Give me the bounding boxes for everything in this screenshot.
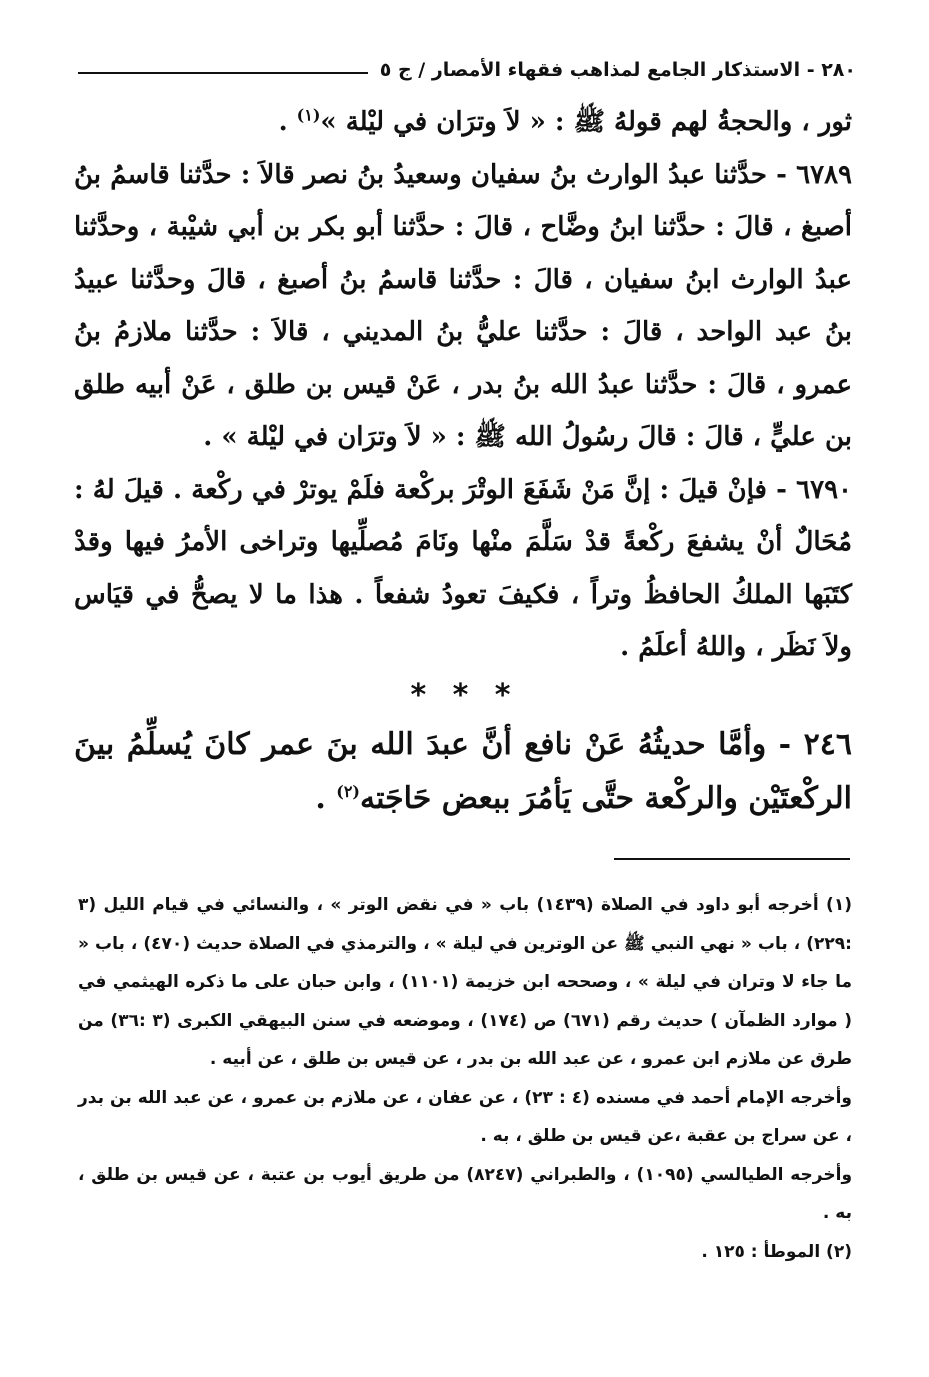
hadith-tail: . xyxy=(315,781,337,816)
paragraph-tail: . xyxy=(278,107,297,137)
hadith-paragraph xyxy=(74,718,852,826)
paragraph: ٦٧٩٠ - فإنْ قيلَ : إنَّ مَنْ شَفَعَ الوتْرَ بركْعة فلَمْ يوترْ في ركْعة . قيلَ لهُ : مُحَالٌ أنْ يشفعَ ركْعةً قدْ سَلَّمَ منْها ونَامَ مُصلِّيها وتراخى الأمرُ فيها وقدْ كتَبَها الملكُ الحافظُ وتراً ، فكيفَ تعودُ شفعاً . هذا ما لا يصحُّ في قيَاس ولاَ نَظَر ، واللهُ أعلَمُ . xyxy=(74,474,852,662)
paragraph xyxy=(74,96,852,149)
hadith-heading xyxy=(74,718,852,826)
header-rule xyxy=(78,72,368,74)
running-header xyxy=(78,50,856,90)
footnote: وأخرجه الإمام أحمد في مسنده (٤ : ٢٣) ، عن عفان ، عن ملازم بن عمرو ، عن عبد الله بن بدر ، عن سراج بن عقبة ،عن قيس بن طلق ، به . xyxy=(78,1087,853,1146)
footnote-divider xyxy=(614,858,850,860)
paragraph-text: ثور ، والحجةُ لهم قولهُ ﷺ : « لاَ وترَان في ليْلة » xyxy=(320,107,852,137)
section-ornament: * * * xyxy=(410,678,519,713)
running-title: ٢٨٠ - الاستذكار الجامع لمذاهب فقهاء الأمصار / ج ٥ xyxy=(379,59,856,81)
hadith-text: ٢٤٦ - وأمَّا حديثُهُ عَنْ نافع أنَّ عبدَ الله بنَ عمر كانَ يُسلِّمُ بينَ الركْعتَيْن والركْعة حتَّى يَأمُرَ ببعض حَاجَته xyxy=(74,727,852,816)
footnote: (٢) الموطأ : ١٢٥ . xyxy=(701,1241,852,1262)
footnote: وأخرجه الطيالسي (١٠٩٥) ، والطبراني (٨٢٤٧) من طريق أيوب بن عتبة ، عن قيس بن طلق ، به . xyxy=(78,1164,853,1223)
footnote: (١) أخرجه أبو داود في الصلاة (١٤٣٩) باب « في نقض الوتر » ، والنسائي في قيام الليل (٣ :٢٢٩) ، باب « نهي النبي ﷺ عن الوترين في ليلة » ، والترمذي في الصلاة حديث (٤٧٠) ، باب « ما جاء لا وتران في ليلة » ، وصححه ابن خزيمة (١١٠١) ، وابن حبان على ما ذكره الهيثمي في ( موارد الظمآن ) حديث رقم (٦٧١) ص (١٧٤) ، وموضعه في سنن البيهقي الكبرى (٣ :٣٦) من طرق عن ملازم ابن عمرو ، عن عبد الله بن بدر ، عن قيس بن طلق ، عن أبيه . xyxy=(78,895,853,1069)
footnotes xyxy=(78,886,852,1271)
main-text xyxy=(74,96,852,674)
paragraph: ٦٧٨٩ - حدَّثنا عبدُ الوارث بنُ سفيان وسعيدُ بنُ نصر قالاَ : حدَّثنا قاسمُ بنُ أصبغ ، قالَ : حدَّثنا ابنُ وضَّاح ، قالَ : حدَّثنا أبو بكر بن أبي شيْبة ، وحدَّثنا عبدُ الوارث ابنُ سفيان ، قالَ : حدَّثنا قاسمُ بنُ أصبغ ، قالَ وحدَّثنا عبيدُ بنُ عبد الواحد ، قالَ : حدَّثنا عليُّ بنُ المديني ، قالاَ : حدَّثنا ملازمُ بنُ عمرو ، قالَ : حدَّثنا عبدُ الله بنُ بدر ، عَنْ قيس بن طلق ، عَنْ أبيه طلق بن عليٍّ ، قالَ : قالَ رسُولُ الله ﷺ : « لاَ وترَان في ليْلة » . xyxy=(74,159,852,452)
footnote-ref: (١) xyxy=(296,105,321,125)
footnote-ref: (٢) xyxy=(336,782,360,801)
